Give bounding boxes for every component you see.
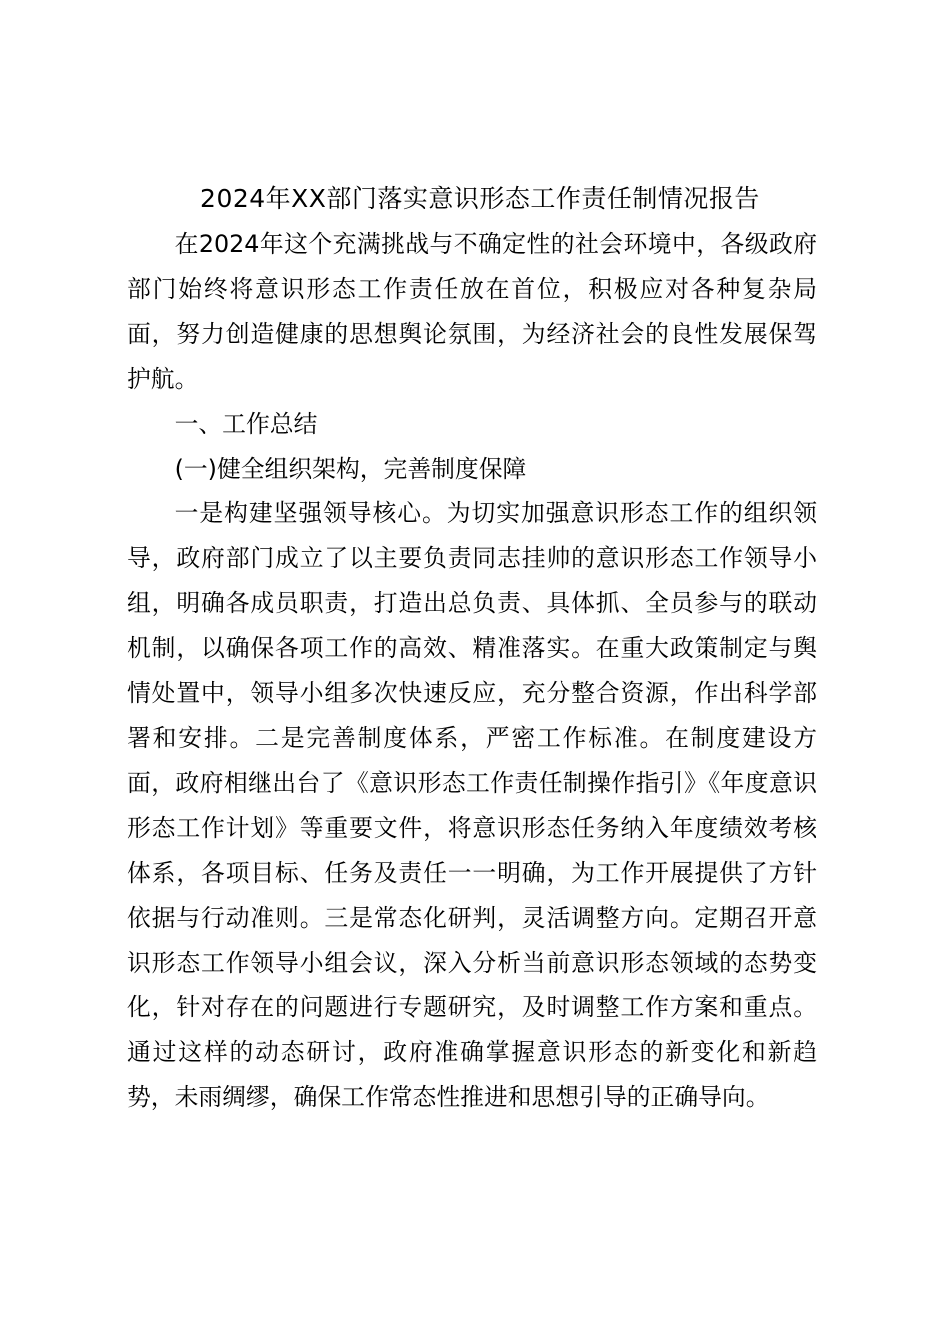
section-heading: 一、工作总结 [174,409,318,438]
intro-paragraph: 在2024年这个充满挑战与不确定性的社会环境中，各级政府部门始终将意识形态工作责任放在首位，积极应对各种复杂局面，努力创造健康的思想舆论氛围，为经济社会的良性发展保驾护航。 [127,230,817,393]
body-paragraph: 一是构建坚强领导核心。为切实加强意识形态工作的组织领导，政府部门成立了以主要负责同志挂帅的意识形态工作领导小组，明确各成员职责，打造出总负责、具体抓、全员参与的联动机制，以确保各项工作的高效、精准落实。在重大政策制定与舆情处置中，领导小组多次快速反应，充分整合资源，作出科学部署和安排。二是完善制度体系，严密工作标准。在制度建设方面，政府相继出台了《意识形态工作责任制操作指引》《年度意识形态工作计划》等重要文件，将意识形态任务纳入年度绩效考核体系，各项目标、任务及责任一一明确，为工作开展提供了方针依据与行动准则。三是常态化研判，灵活调整方向。定期召开意识形态工作领导小组会议，深入分析当前意识形态领域的态势变化，针对存在的问题进行专题研究，及时调整工作方案和重点。通过这样的动态研讨，政府准确掌握意识形态的新变化和新趋势，未雨绸缪，确保工作常态性推进和思想引导的正确导向。 [127,499,817,1112]
document-title: 2024年XX部门落实意识形态工作责任制情况报告 [200,184,760,213]
document-body [127,222,817,1120]
subsection-heading: (一)健全组织架构，完善制度保障 [174,454,527,483]
